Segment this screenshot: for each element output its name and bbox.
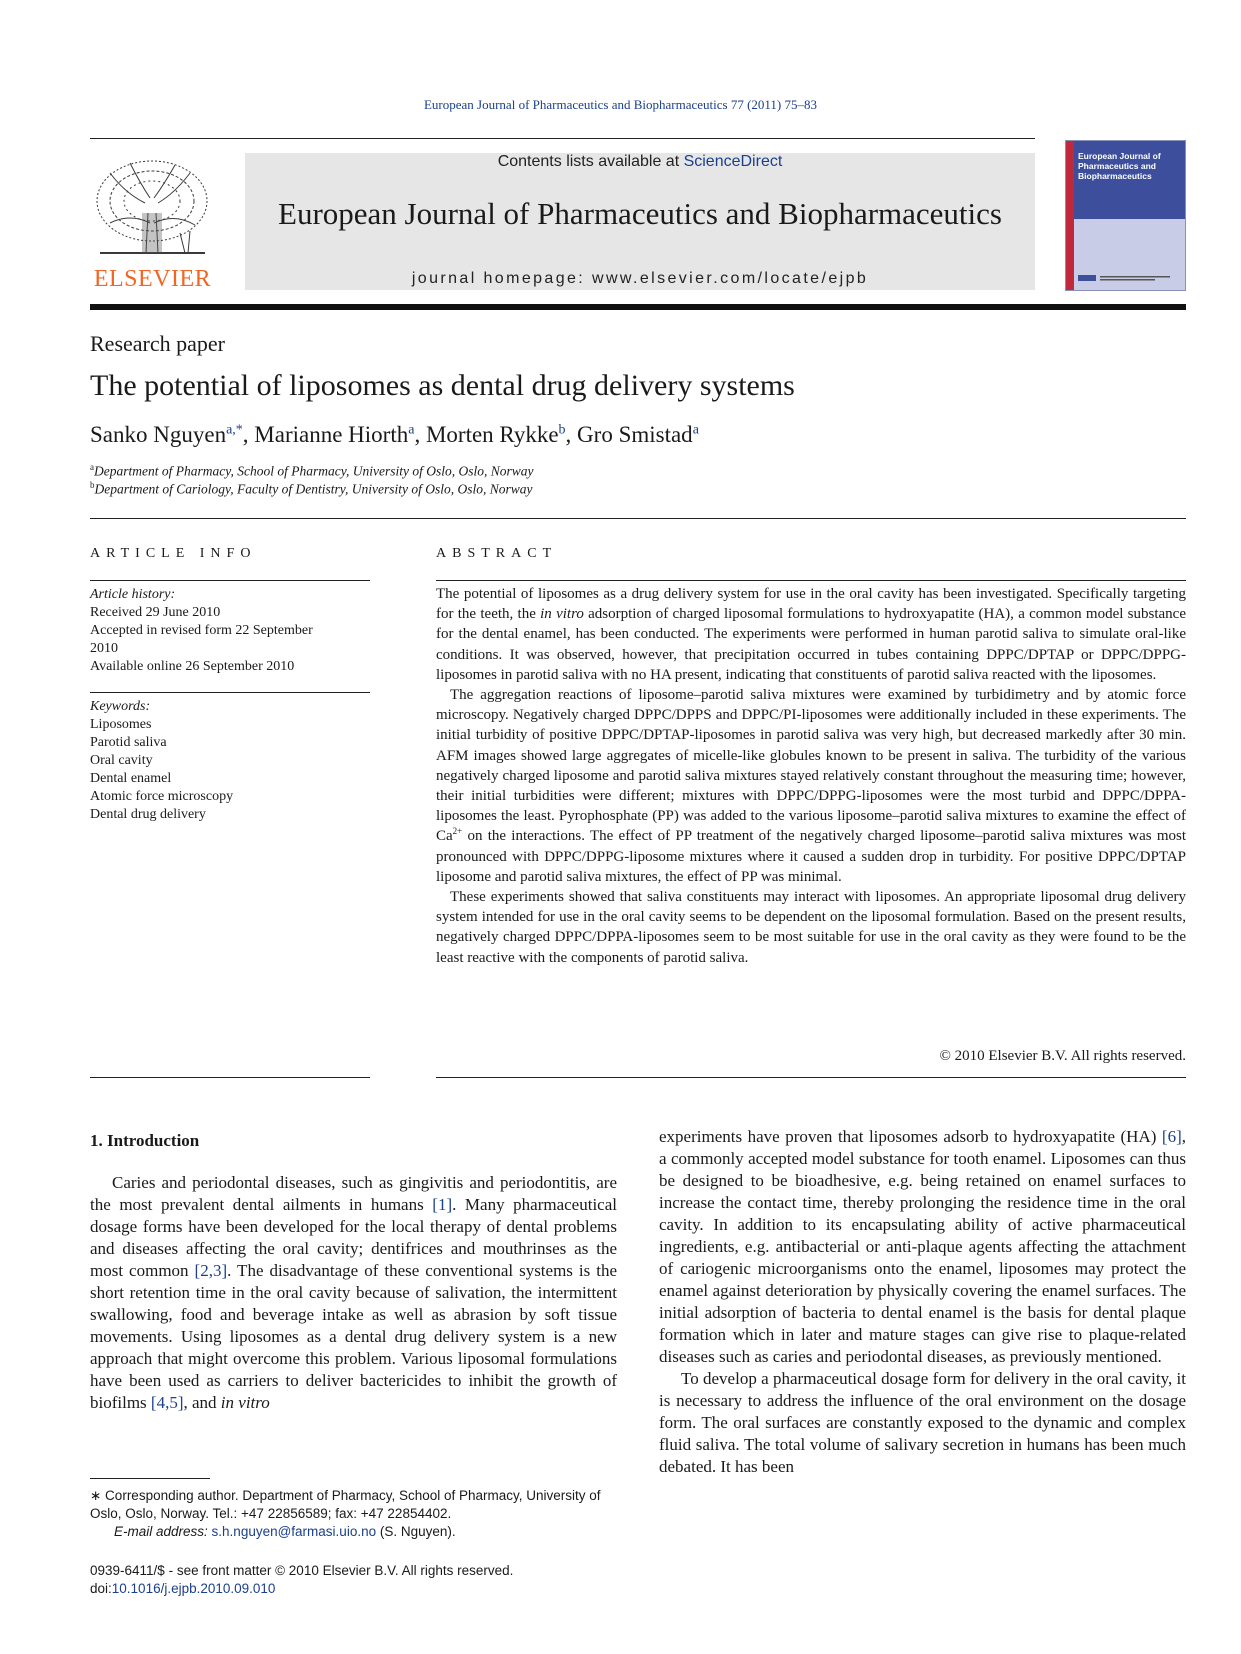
footnote-rule <box>90 1478 210 1479</box>
journal-cover-thumbnail[interactable] <box>1065 140 1186 291</box>
cover-side-strip <box>1066 141 1074 290</box>
body-paragraph <box>659 1126 1186 1368</box>
keyword: Oral cavity <box>90 753 153 768</box>
article-history <box>90 586 370 676</box>
elsevier-wordmark[interactable]: ELSEVIER <box>93 266 212 292</box>
body-text: . Many pharmaceutical dosage forms have been developed for the local therapy of dental problems and diseases affecting the oral cavity; dentifrices and mouthrinses as the most common <box>90 1195 617 1280</box>
corresponding-author-footnote: ∗ Corresponding author. Department of Pharmacy, School of Pharmacy, University of Oslo, Oslo, Norway. Tel.: +47 22856589; fax: +47 22854402. <box>90 1488 601 1521</box>
affiliation-text: Department of Cariology, Faculty of Dentistry, University of Oslo, Oslo, Norway <box>94 481 533 497</box>
article-info-bottom-rule <box>90 1077 370 1078</box>
section-heading: 1. Introduction <box>90 1131 200 1150</box>
abstract-text: The aggregation reactions of liposome–parotid saliva mixtures were examined by turbidimetry and by atomic force microscopy. Negatively charged DPPC/DPPS and DPPC/PI-liposomes were additionally included in these experiments. The initial turbidity of positive DPPC/DPTAP-liposomes in parotid saliva was very high, but decreased markedly after 30 min. AFM images showed large aggregates of micelle-like globules known to be present in saliva. The turbidity of the various negatively charged liposome and parotid saliva mixtures stayed relatively constant throughout the measuring time; however, their initial turbidities were different; mixtures with DPPC/DPPG-liposomes were the most turbid and DPPC/DPPA-liposomes the least. Pyrophosphate (PP) was added to the various liposome–parotid saliva mixtures to examine the effect of Ca <box>436 687 1186 845</box>
author-name: Gro Smistad <box>577 422 693 447</box>
keywords-rule <box>90 692 370 693</box>
journal-homepage[interactable]: journal homepage: www.elsevier.com/locate/ejpb <box>411 270 869 287</box>
doi-link[interactable]: 10.1016/j.ejpb.2010.09.010 <box>111 1581 276 1596</box>
abstract-text: on the interactions. The effect of PP treatment of the negatively charged liposome–parotid saliva mixtures was most pronounced with DPPC/DPPG-liposome mixtures where it caused a sudden drop in turbidity. For positive DPPC/DPTAP liposome and parotid saliva mixtures, the effect of PP was minimal. <box>436 828 1186 885</box>
keyword: Liposomes <box>90 717 152 732</box>
abstract-body <box>436 584 1186 968</box>
abstract-italic: in vitro <box>540 606 584 623</box>
abstract-copyright: © 2010 Elsevier B.V. All rights reserved. <box>939 1048 1186 1064</box>
issn-line: 0939-6411/$ - see front matter © 2010 Elsevier B.V. All rights reserved. <box>90 1563 514 1578</box>
cover-footer-mark <box>1078 273 1178 283</box>
body-text: . The disadvantage of these conventional systems is the short retention time in the oral cavity because of salivation, the intermittent swallowing, food and beverage intake as well as abrasion by soft tissue movements. Using liposomes as a dental drug delivery system is a new approach that might overcome this problem. Various liposomal formulations have been used as carriers to deliver bactericides to inhibit the growth of biofilms <box>90 1261 617 1412</box>
journal-citation[interactable]: European Journal of Pharmaceutics and Biopharmaceutics 77 (2011) 75–83 <box>423 97 817 112</box>
history-item: Accepted in revised form 22 September <box>90 623 313 638</box>
affiliation-b <box>90 480 532 498</box>
author-affiliation-mark[interactable]: a,* <box>226 422 243 438</box>
body-text: experiments have proven that liposomes adsorb to hydroxyapatite (HA) <box>659 1127 1162 1146</box>
abstract-text: adsorption of charged liposomal formulations to hydroxyapatite (HA), a common model substance for the dental enamel, has been conducted. The experiments were performed in human parotid saliva to simulate oral-like conditions. It was observed, however, that precipitation occurred in tubes containing DPPC/DPTAP or DPPC/DPPG-liposomes in parotid saliva with no HA present, indicating that constituents of parotid saliva reacted with the liposomes. <box>436 606 1186 683</box>
body-column-left <box>90 1172 617 1414</box>
header-thick-rule <box>90 304 1186 310</box>
email-label: E-mail address: <box>114 1524 212 1539</box>
citation-link[interactable]: [6] <box>1161 1127 1182 1146</box>
abstract-paragraph <box>436 685 1186 887</box>
doi-line <box>90 1580 275 1598</box>
body-text: Caries and periodontal diseases, such as gingivitis and periodontitis, are the most prevalent dental ailments in humans <box>90 1173 617 1214</box>
header-rule <box>90 138 1035 139</box>
affiliation-mark: a <box>90 462 94 472</box>
article-type: Research paper <box>90 331 225 356</box>
email-suffix: (S. Nguyen). <box>376 1524 456 1539</box>
paper-title: The potential of liposomes as dental drug delivery systems <box>90 369 795 402</box>
author-list: Sanko Nguyen$^{a,*}$, Marianne Hiorth$^a$, Morten Rykke$^b$, Gro Smistad$^a$ <box>90 422 699 447</box>
abstract-text: These experiments showed that saliva constituents may interact with liposomes. An appropriate liposomal drug delivery system intended for use in the oral cavity seems to be dependent on the liposomal formulation. Based on the present results, negatively charged DPPC/DPPA-liposomes seem to be most suitable for use in the oral cavity as they were found to be the least reactive with the components of parotid saliva. <box>436 889 1186 966</box>
abstract-paragraph <box>436 887 1186 968</box>
body-italic: in vitro <box>220 1393 270 1412</box>
author-affiliation-mark[interactable]: b <box>558 422 566 438</box>
author-name: Sanko Nguyen <box>90 422 227 447</box>
title-block-rule <box>90 518 1186 519</box>
history-item: Available online 26 September 2010 <box>90 659 295 674</box>
history-label: Article history: <box>90 587 176 602</box>
article-info-rule <box>90 580 370 581</box>
body-paragraph <box>659 1368 1186 1478</box>
sciencedirect-link[interactable]: ScienceDirect <box>683 153 783 170</box>
body-text: , a commonly accepted model substance for tooth enamel. Liposomes can thus be designed to be bioadhesive, e.g. being retained on enamel surfaces to increase the contact time, thereby prolonging the residence time in the oral cavity. In addition to its encapsulating ability of active pharmaceutical ingredients, e.g. antibacterial or anti-plaque agents affecting the attachment of cariogenic microorganisms onto the enamel, liposomes may protect the enamel against deterioration by physically covering the enamel surfaces. The initial adsorption of bacteria to dental enamel is the basis for dental plaque formation which in later and mature stages can give rise to plaque-related diseases such as caries and periodontal diseases, as previously mentioned. <box>659 1127 1186 1366</box>
cover-title: European Journal of Pharmaceutics and Biopharmaceutics <box>1078 151 1161 181</box>
author-name: Morten Rykke <box>425 422 559 447</box>
email-footnote <box>90 1523 617 1541</box>
affiliation-text: Department of Pharmacy, School of Pharmacy, University of Oslo, Oslo, Norway <box>94 463 534 479</box>
abstract-heading: ABSTRACT <box>436 546 558 561</box>
abstract-rule <box>436 580 1186 581</box>
contents-line <box>245 153 1035 171</box>
body-text: , and <box>183 1393 221 1412</box>
affiliation-a <box>90 462 533 480</box>
contents-prefix: Contents lists available at <box>497 153 684 170</box>
author-affiliation-mark[interactable]: a <box>408 422 415 438</box>
keywords-block <box>90 698 370 824</box>
journal-title: European Journal of Pharmaceutics and Biopharmaceutics <box>278 196 1002 231</box>
body-text: To develop a pharmaceutical dosage form for delivery in the oral cavity, it is necessary to address the influence of the oral environment on the dosage form. The oral surfaces are constantly exposed to the dynamic and complex fluid saliva. The total volume of salivary secretion in humans has been much debated. It has been <box>659 1369 1186 1476</box>
author-affiliation-mark[interactable]: a <box>692 422 699 438</box>
citation-link[interactable]: [4,5] <box>150 1393 184 1412</box>
keyword: Dental drug delivery <box>90 807 206 822</box>
abstract-text: The potential of liposomes as a drug delivery system for use in the oral cavity has been investigated. Specifically targeting for the teeth, the <box>436 586 1186 623</box>
email-link[interactable]: s.h.nguyen@farmasi.uio.no <box>211 1524 377 1539</box>
body-paragraph <box>90 1172 617 1414</box>
doi-label: doi: <box>90 1581 112 1596</box>
citation-link[interactable]: [1] <box>432 1195 453 1214</box>
body-column-right <box>659 1126 1186 1478</box>
citation-link[interactable]: [2,3] <box>194 1261 228 1280</box>
keyword: Atomic force microscopy <box>90 789 234 804</box>
abstract-paragraph <box>436 584 1186 685</box>
keywords-label: Keywords: <box>90 699 151 714</box>
affiliation-mark: b <box>90 480 95 490</box>
history-item: Received 29 June 2010 <box>90 605 221 620</box>
history-item: 2010 <box>90 641 118 656</box>
article-info-heading: ARTICLE INFO <box>90 546 257 561</box>
abstract-superscript: 2+ <box>452 826 463 837</box>
abstract-bottom-rule <box>436 1077 1186 1078</box>
keyword: Dental enamel <box>90 771 172 786</box>
keyword: Parotid saliva <box>90 735 167 750</box>
author-name: Marianne Hiorth <box>254 422 409 447</box>
